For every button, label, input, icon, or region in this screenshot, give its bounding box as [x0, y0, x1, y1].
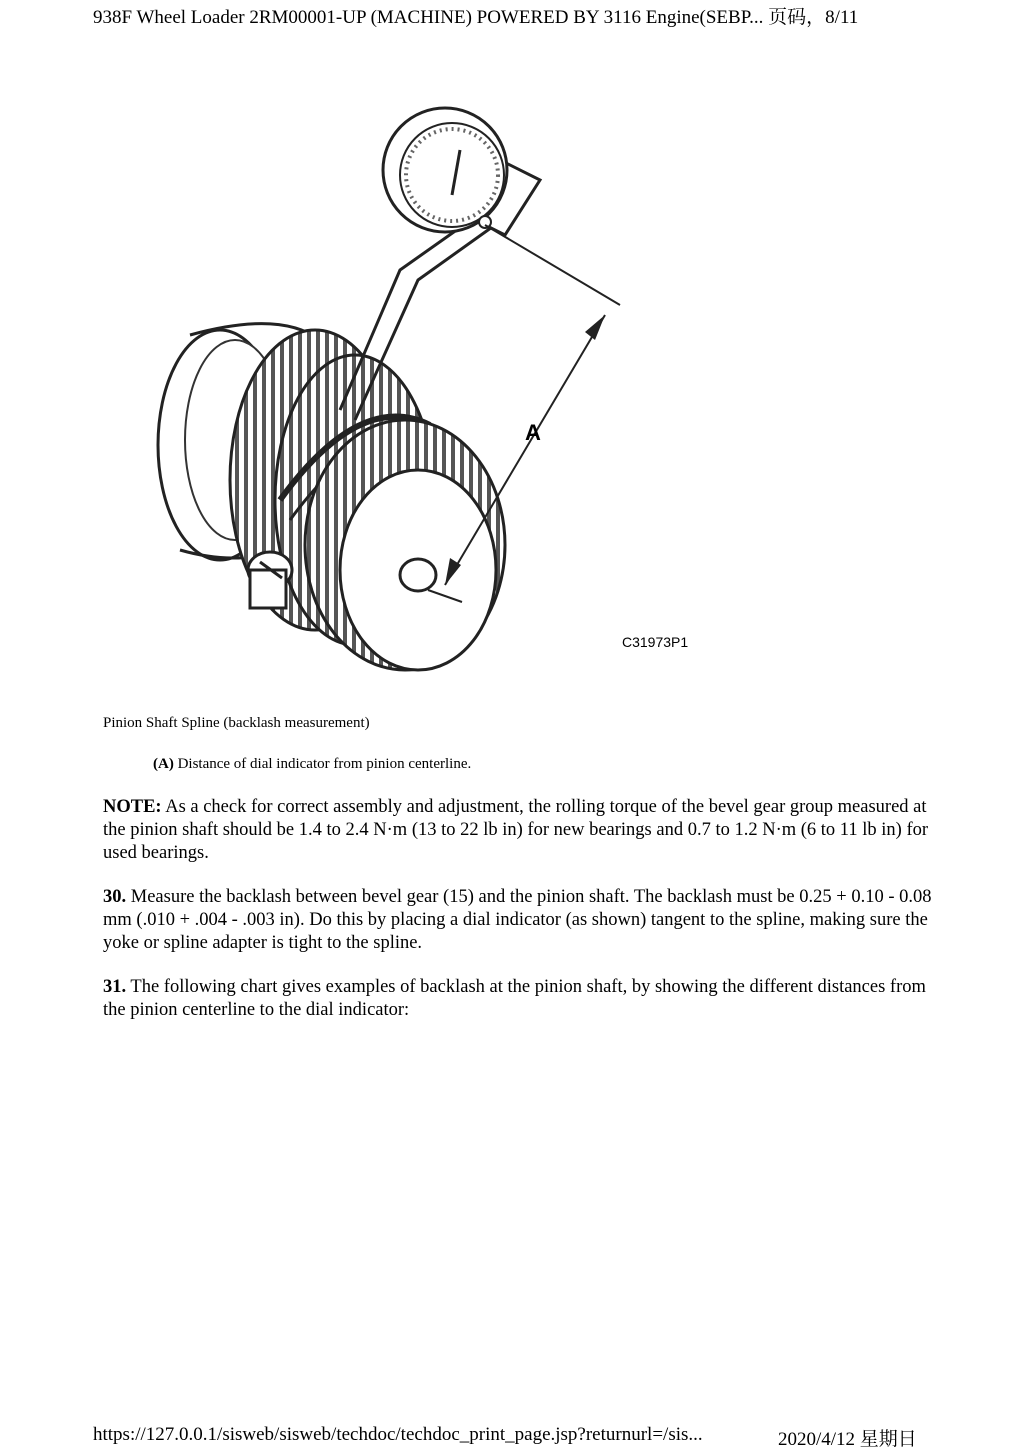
- legend-key: (A): [153, 756, 174, 772]
- note-label: NOTE:: [103, 797, 162, 817]
- step-30-paragraph: [103, 886, 933, 955]
- step-text: The following chart gives examples of backlash at the pinion shaft, by showing the different distances from the pinion centerline to the dial indicator:: [103, 977, 926, 1020]
- legend-text: Distance of dial indicator from pinion centerline.: [177, 756, 472, 772]
- note-text: As a check for correct assembly and adjustment, the rolling torque of the bevel gear group measured at the pinion shaft should be 1.4 to 2.4 N·m (13 to 22 lb in) for new bearings and 0.7 to 1.2 N·m (6 to 11 lb in) for used bearings.: [103, 797, 929, 863]
- step-31-paragraph: [103, 976, 933, 1022]
- step-text: Measure the backlash between bevel gear (15) and the pinion shaft. The backlash must be 0.25 + 0.10 - 0.08 mm (.010 + .004 - .003 in). Do this by placing a dial indicator (as shown) tangent to the spline, making sure the yoke or spline adapter is tight to the spline.: [103, 887, 932, 953]
- page-header: 938F Wheel Loader 2RM00001-UP (MACHINE) POWERED BY 3116 Engine(SEBP... 页码，8/11: [93, 7, 859, 28]
- step-number: 30.: [103, 887, 127, 907]
- figure-id-label: C31973P1: [622, 634, 689, 650]
- figure-legend: [153, 756, 471, 773]
- dial-indicator-illustration: [100, 100, 740, 690]
- footer-url: https://127.0.0.1/sisweb/sisweb/techdoc/techdoc_print_page.jsp?returnurl=/sis...: [93, 1424, 703, 1445]
- pinion-shaft-illustration: [100, 100, 740, 690]
- figure-caption: Pinion Shaft Spline (backlash measurement): [103, 715, 370, 731]
- step-number: 31.: [103, 977, 127, 997]
- note-paragraph: [103, 796, 933, 865]
- dimension-a-label: A: [525, 420, 541, 445]
- footer-date: 2020/4/12 星期日: [778, 1429, 917, 1450]
